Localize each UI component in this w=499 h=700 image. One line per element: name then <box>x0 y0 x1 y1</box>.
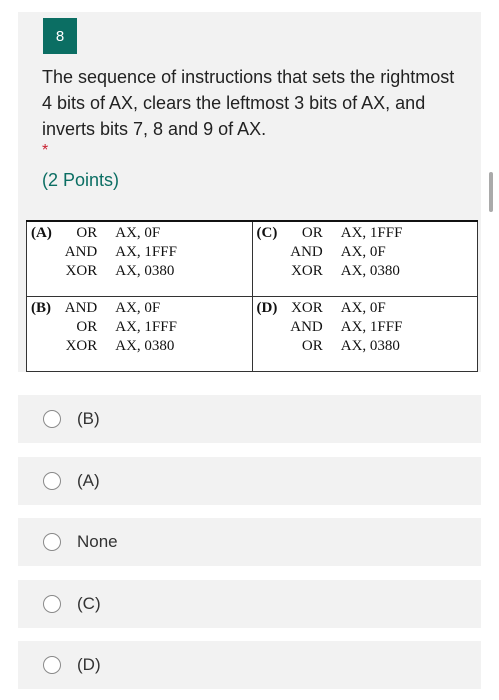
opcode: AND <box>64 244 98 260</box>
radio-button[interactable] <box>43 533 61 551</box>
operand: AX, 0380 <box>115 338 175 355</box>
option-d[interactable] <box>18 641 481 689</box>
operand: AX, 0380 <box>115 263 175 279</box>
opcode: AND <box>290 319 323 336</box>
table-cell-a <box>27 221 253 297</box>
option-a[interactable] <box>18 457 481 505</box>
table-cell-b <box>27 297 253 372</box>
scrollbar-thumb[interactable] <box>489 172 493 212</box>
operand: AX, 0F <box>340 300 386 317</box>
table-row <box>27 221 478 297</box>
opcode: OR <box>301 338 323 355</box>
option-b[interactable] <box>18 395 481 443</box>
choice-label: (B) <box>31 300 51 317</box>
opcode: XOR <box>65 338 98 355</box>
opcode: AND <box>290 244 323 260</box>
question-text: The sequence of instructions that sets the rightmost 4 bits of AX, clears the leftmost 3 bits of AX, and inverts bits 7, 8 and 9 of AX. <box>42 67 455 139</box>
radio-button[interactable] <box>43 472 61 490</box>
choice-label: (C) <box>256 225 278 241</box>
option-c[interactable] <box>18 580 481 628</box>
choice-label: (A) <box>31 225 52 241</box>
radio-button[interactable] <box>43 656 61 674</box>
instruction-table <box>26 220 478 372</box>
opcode: XOR <box>291 300 323 317</box>
operand: AX, 0380 <box>340 263 400 279</box>
opcode: OR <box>76 225 98 241</box>
operand: AX, 1FFF <box>340 319 403 336</box>
option-label: (D) <box>77 655 101 674</box>
option-label: (C) <box>77 594 101 613</box>
radio-button[interactable] <box>43 410 61 428</box>
opcode: XOR <box>65 263 98 279</box>
question-number: 8 <box>55 27 65 45</box>
operand: AX, 0F <box>115 300 161 317</box>
option-label: (A) <box>77 471 100 490</box>
opcode: XOR <box>291 263 323 279</box>
opcode: OR <box>301 225 323 241</box>
option-label: (B) <box>77 409 100 428</box>
operand: AX, 1FFF <box>115 319 177 336</box>
opcode: AND <box>64 300 98 317</box>
table-cell-c <box>252 221 478 297</box>
operand: AX, 0380 <box>340 338 400 355</box>
radio-button[interactable] <box>43 595 61 613</box>
required-asterisk: * <box>42 142 49 159</box>
question-number-badge <box>43 18 77 54</box>
question-card <box>18 12 481 372</box>
opcode: OR <box>76 319 98 336</box>
table-row <box>27 297 478 372</box>
operand: AX, 1FFF <box>115 244 177 260</box>
choice-label: (D) <box>256 300 278 317</box>
operand: AX, 0F <box>115 225 161 241</box>
question-points: (2 Points) <box>42 170 120 190</box>
option-label: None <box>77 532 118 551</box>
option-none[interactable] <box>18 518 481 566</box>
operand: AX, 0F <box>340 244 386 260</box>
operand: AX, 1FFF <box>340 225 403 241</box>
table-cell-d <box>252 297 478 372</box>
